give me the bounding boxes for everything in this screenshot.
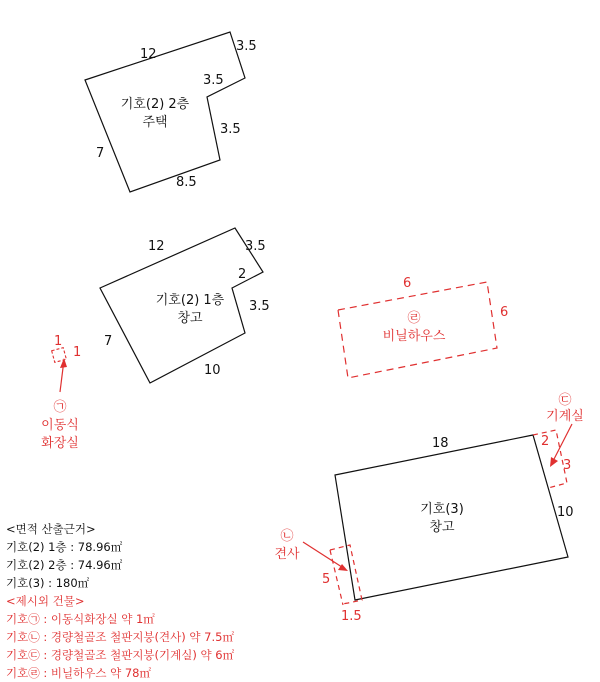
notes-line-2: 기호(2) 2층 : 74.96㎡ [6,558,123,572]
notes-title: <면적 산출근거> [6,522,96,536]
dim-wh1-right-top: 3.5 [245,239,266,254]
notes-line-1: 기호(2) 1층 : 78.96㎡ [6,540,123,554]
machine-label: 기계실 [546,409,584,424]
excluded-title: <제시외 건물> [6,594,85,608]
dim-house-inner-right: 3.5 [220,122,241,137]
kennel-label: 견사 [274,547,300,562]
excluded-line-1: 기호㉠ : 이동식화장실 약 1㎡ [6,612,155,626]
greenhouse-label: 비닐하우스 [382,329,446,344]
toilet-label-1: 이동식 [41,418,79,433]
dim-kennel-left: 5 [322,572,331,587]
excluded-line-2: 기호㉡ : 경량철골조 철판지붕(견사) 약 7.5㎡ [6,630,234,644]
kennel-arrow [303,542,345,569]
kennel-outline [330,545,362,604]
dim-house-left: 7 [96,146,105,161]
dim-toilet-a: 1 [54,334,63,349]
dim-kennel-bottom: 1.5 [341,609,362,624]
warehouse-3-outline [335,435,568,600]
dim-machine-top: 2 [541,434,550,449]
area-notes [6,520,234,682]
greenhouse-marker: ㉣ [407,311,421,326]
toilet-marker: ㉠ [53,400,67,415]
dim-house-inner-top: 3.5 [203,73,224,88]
dim-wh1-left: 7 [104,334,113,349]
dim-house-bottom: 8.5 [176,175,197,190]
dim-wh1-inner: 2 [238,267,247,282]
kennel-marker: ㉡ [280,529,294,544]
warehouse-3-use: 창고 [429,520,455,535]
dim-wh1-right: 3.5 [249,299,270,314]
dim-greenhouse-right: 6 [500,305,509,320]
dim-wh3-top: 18 [432,436,449,451]
warehouse-1f-use: 창고 [177,311,203,326]
dim-wh1-bottom: 10 [204,363,221,378]
dim-wh3-right: 10 [557,505,574,520]
dim-toilet-b: 1 [73,345,82,360]
notes-line-3: 기호(3) : 180㎡ [6,576,90,590]
dim-house-top: 12 [140,47,157,62]
kennel-left-edge [330,550,343,605]
house-2f-outline [85,32,245,192]
dim-greenhouse-top: 6 [403,276,412,291]
dim-wh1-top: 12 [148,239,165,254]
excluded-line-3: 기호㉢ : 경량철골조 철판지붕(기계실) 약 6㎡ [6,648,235,662]
dim-house-right-top: 3.5 [236,39,257,54]
machine-room-outline [533,430,567,488]
machine-marker: ㉢ [558,393,572,408]
toilet-arrowhead [60,358,67,368]
warehouse-1f-label: 기호(2) 1층 [155,293,225,308]
house-2f-use: 주택 [142,115,168,130]
dim-machine-right: 3 [563,458,572,473]
excluded-line-4: 기호㉣ : 비닐하우스 약 78㎡ [6,666,152,680]
toilet-label-2: 화장실 [41,436,79,451]
warehouse-3-label: 기호(3) [420,502,464,517]
house-2f-label: 기호(2) 2층 [120,97,190,112]
